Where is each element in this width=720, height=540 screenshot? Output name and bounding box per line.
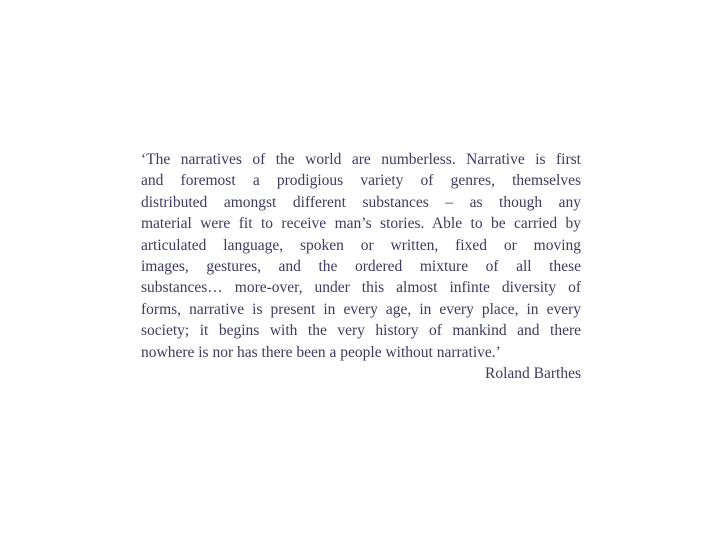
quote-block (141, 149, 581, 384)
quote-line: forms, narrative is present in every age, in every place, in every (141, 300, 581, 318)
quote-line: material were fit to receive man’s stories. Able to be carried by (141, 215, 581, 233)
quote-attribution: Roland Barthes (485, 364, 581, 382)
quote-line: distributed amongst different substances – as though any (141, 193, 581, 211)
quote-line: nowhere is nor has there been a people without narrative.’ (141, 343, 501, 361)
quote-line: substances… more-over, under this almost infinte diversity of (141, 279, 581, 297)
quote-line: society; it begins with the very history of mankind and there (141, 322, 581, 340)
quote-line: images, gestures, and the ordered mixture of all these (141, 257, 581, 275)
quote-line: and foremost a prodigious variety of genres, themselves (141, 172, 581, 190)
quote-line: articulated language, spoken or written, fixed or moving (141, 236, 581, 254)
quote-line: ‘The narratives of the world are numberless. Narrative is first (141, 151, 581, 168)
